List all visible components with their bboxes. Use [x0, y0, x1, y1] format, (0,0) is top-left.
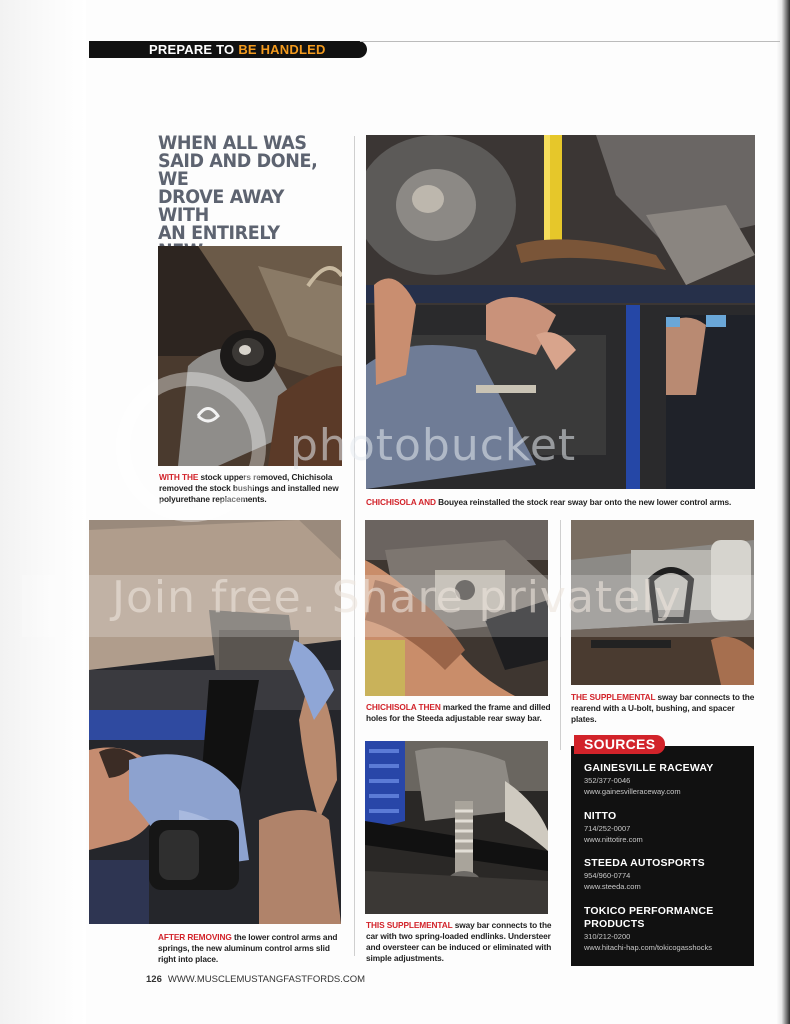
source-url[interactable]: www.hitachi-hap.com/tokicogasshocks [584, 943, 712, 952]
source-phone: 310/212-0200 [584, 932, 631, 941]
caption-body: stock uppers removed, Chichisola removed the stock bushings and installed new polyurethane replacements. [159, 472, 339, 504]
headline-line: SAID AND DONE, WE [158, 150, 318, 190]
source-entry [584, 762, 713, 797]
page-right-edge [776, 0, 790, 1024]
page-gutter-shadow [0, 0, 86, 1024]
source-name: STEEDA AUTOSPORTS [584, 857, 705, 869]
source-url[interactable]: www.gainesvilleraceway.com [584, 787, 681, 796]
source-name: NITTO [584, 810, 617, 822]
caption-lead: THE SUPPLEMENTAL [571, 692, 656, 702]
source-name: GAINESVILLE RACEWAY [584, 762, 714, 774]
folio-website[interactable]: WWW.MUSCLEMUSTANGFASTFORDS.COM [167, 974, 366, 985]
page-folio [146, 974, 365, 985]
source-url[interactable]: www.nittotire.com [584, 835, 643, 844]
source-url[interactable]: www.steeda.com [584, 882, 641, 891]
caption-lead: THIS SUPPLEMENTAL [366, 920, 453, 930]
source-phone: 954/960-0774 [584, 871, 631, 880]
caption-body: sway bar connects to the rearend with a U-bolt, bushing, and spacer plates. [571, 692, 755, 724]
section-header [89, 41, 367, 58]
caption-body: the lower control arms and springs, the new aluminum control arms slid right into place. [158, 932, 338, 964]
source-entry [584, 857, 705, 892]
headline-line: AN ENTIRELY [158, 222, 280, 244]
page-number: 126 [146, 974, 162, 985]
headline-line: DROVE AWAY WITH [158, 186, 284, 226]
caption-body: marked the frame and dilled holes for the Steeda adjustable rear sway bar. [366, 702, 551, 723]
caption-lead: WITH THE [159, 472, 199, 482]
caption-frame-drilling [366, 702, 552, 724]
sources-title: SOURCES [574, 735, 665, 754]
caption-spring-endlinks [366, 920, 552, 964]
caption-lead: CHICHISOLA THEN [366, 702, 441, 712]
photo-sway-bar-reinstall [366, 135, 755, 489]
headline-line: WHEN ALL WAS [158, 132, 307, 154]
caption-body: Bouyea reinstalled the stock rear sway bar onto the new lower control arms. [435, 497, 732, 507]
watermark-band [22, 575, 760, 637]
caption-lead: AFTER REMOVING [158, 932, 232, 942]
caption-lead: CHICHISOLA AND [366, 497, 436, 507]
watermark-brand: photobucket [290, 420, 577, 471]
column-divider [354, 136, 355, 956]
header-rule [360, 41, 780, 42]
source-phone: 352/377-0046 [584, 776, 631, 785]
photo-spring-endlinks [365, 741, 548, 914]
header-title-white: PREPARE TO [149, 42, 235, 57]
source-name: TOKICO PERFORMANCE PRODUCTS [584, 905, 714, 930]
watermark-logo-ring [116, 372, 266, 522]
caption-control-arm-install [158, 932, 344, 965]
caption-sway-bar-reinstall [366, 497, 756, 508]
caption-rearend-u-bolt [571, 692, 756, 725]
caption-body: sway bar connects to the car with two spring-loaded endlinks. Understeer and oversteer can be induced or eliminated with simple adjustments. [366, 920, 552, 963]
header-title-orange: BE HANDLED [238, 42, 326, 57]
source-entry [584, 905, 744, 953]
watermark-promo: Join free. Share privately [112, 572, 682, 623]
header-title [149, 42, 326, 57]
source-entry [584, 810, 643, 845]
source-phone: 714/252-0007 [584, 824, 631, 833]
